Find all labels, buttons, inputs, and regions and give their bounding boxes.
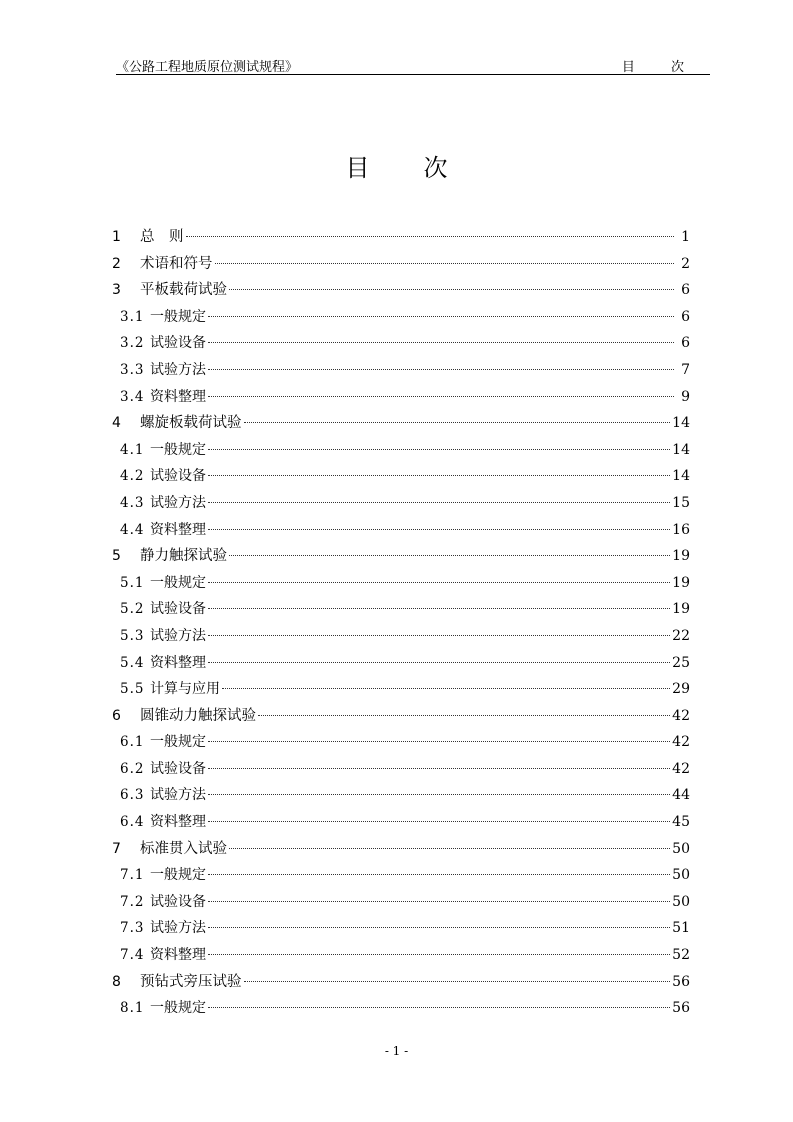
toc-entry-title: 资料整理 — [150, 388, 206, 405]
header-rule — [116, 74, 710, 75]
toc-entry-page: 29 — [672, 681, 690, 698]
toc-entry-number: 5 — [112, 548, 121, 565]
toc-section-entry[interactable] — [110, 995, 690, 1022]
toc-chapter-entry[interactable] — [110, 543, 690, 570]
dot-leader — [208, 1006, 670, 1008]
dot-leader — [186, 235, 675, 237]
toc-entry-number: 4.4 — [120, 521, 145, 538]
toc-entry-page: 42 — [672, 734, 690, 751]
toc-entry-title: 一般规定 — [150, 867, 206, 884]
toc-entry-page: 14 — [672, 468, 690, 485]
toc-section-entry[interactable] — [110, 623, 690, 650]
dot-leader — [208, 793, 670, 795]
page-number: - 1 - — [384, 1044, 409, 1058]
dot-leader — [208, 368, 674, 370]
toc-section-entry[interactable] — [110, 942, 690, 969]
toc-chapter-entry[interactable] — [110, 969, 690, 996]
toc-entry-title: 平板载荷试验 — [140, 282, 227, 299]
toc-section-entry[interactable] — [110, 862, 690, 889]
toc-entry-title: 术语和符号 — [140, 255, 213, 272]
toc-entry-title: 圆锥动力触探试验 — [140, 707, 256, 724]
dot-leader — [208, 341, 674, 343]
toc-entry-number: 5.5 — [120, 681, 145, 698]
toc-entry-page: 1 — [681, 229, 690, 245]
dot-leader — [208, 448, 670, 450]
toc-entry-title: 资料整理 — [150, 947, 206, 964]
dot-leader — [208, 767, 670, 769]
toc-entry-page: 15 — [672, 494, 690, 511]
toc-entry-number: 5.2 — [120, 601, 145, 618]
toc-entry-title: 一般规定 — [150, 574, 206, 591]
toc-entry-title: 标准贯入试验 — [140, 840, 227, 857]
toc-entry-number: 7.2 — [120, 893, 145, 910]
toc-entry-number: 4.1 — [120, 441, 145, 458]
dot-leader — [258, 714, 670, 716]
toc-entry-title: 资料整理 — [150, 654, 206, 671]
toc-section-entry[interactable] — [110, 437, 690, 464]
toc-entry-number: 3.3 — [120, 361, 145, 378]
toc-entry-page: 42 — [672, 760, 690, 777]
toc-section-entry[interactable] — [110, 889, 690, 916]
toc-entry-title: 试验设备 — [150, 760, 206, 777]
dot-leader — [208, 900, 670, 902]
toc-entry-number: 6.1 — [120, 734, 145, 751]
toc-entry-number: 6 — [112, 707, 121, 724]
dot-leader — [244, 980, 671, 982]
toc-section-entry[interactable] — [110, 384, 690, 411]
toc-entry-title: 试验设备 — [150, 468, 206, 485]
dot-leader — [229, 554, 670, 556]
toc-entry-title: 试验设备 — [150, 893, 206, 910]
toc-entry-page: 44 — [672, 787, 690, 804]
dot-leader — [208, 474, 670, 476]
toc-entry-title: 计算与应用 — [150, 681, 220, 698]
toc-entry-page: 14 — [672, 415, 690, 432]
toc-entry-page: 51 — [672, 920, 690, 937]
toc-entry-page: 2 — [681, 255, 690, 272]
toc-entry-page: 52 — [672, 947, 690, 964]
dot-leader — [208, 607, 670, 609]
toc-entry-number: 5.3 — [120, 627, 145, 644]
toc-entry-title: 试验方法 — [150, 494, 206, 511]
table-of-contents — [110, 224, 690, 1022]
dot-leader — [208, 581, 670, 583]
toc-entry-number: 6.4 — [120, 814, 145, 831]
dot-leader — [215, 262, 675, 264]
toc-entry-page: 42 — [672, 707, 690, 724]
toc-section-entry[interactable] — [110, 756, 690, 783]
toc-entry-page: 6 — [681, 308, 690, 325]
toc-chapter-entry[interactable] — [110, 251, 690, 278]
toc-entry-page: 19 — [672, 601, 690, 618]
toc-entry-title: 静力触探试验 — [140, 548, 227, 565]
toc-section-entry[interactable] — [110, 596, 690, 623]
toc-entry-page: 50 — [672, 867, 690, 884]
toc-entry-title: 试验方法 — [150, 627, 206, 644]
toc-entry-number: 1 — [112, 229, 121, 245]
toc-section-entry[interactable] — [110, 490, 690, 517]
toc-entry-page: 6 — [681, 282, 690, 299]
dot-leader — [208, 740, 670, 742]
toc-section-entry[interactable] — [110, 676, 690, 703]
toc-chapter-entry[interactable] — [110, 277, 690, 304]
toc-entry-title: 一般规定 — [150, 734, 206, 751]
toc-entry-title: 螺旋板载荷试验 — [140, 415, 242, 432]
toc-entry-page: 56 — [672, 973, 690, 990]
toc-entry-title: 试验方法 — [150, 361, 206, 378]
dot-leader — [208, 634, 670, 636]
toc-entry-page: 16 — [672, 521, 690, 538]
toc-entry-page: 19 — [672, 574, 690, 591]
toc-entry-number: 7 — [112, 840, 121, 857]
toc-section-entry[interactable] — [110, 782, 690, 809]
toc-entry-page: 45 — [672, 814, 690, 831]
toc-entry-number: 4 — [112, 415, 121, 432]
book-title: 《公路工程地质原位测试规程》 — [116, 60, 299, 75]
toc-entry-number: 8 — [112, 973, 121, 990]
toc-entry-number: 3 — [112, 282, 121, 299]
page-title: 目次 — [345, 154, 502, 182]
toc-entry-title: 资料整理 — [150, 521, 206, 538]
toc-section-entry[interactable] — [110, 650, 690, 677]
toc-chapter-entry[interactable] — [110, 836, 690, 863]
dot-leader — [208, 395, 674, 397]
dot-leader — [229, 847, 670, 849]
toc-entry-number: 7.4 — [120, 947, 145, 964]
dot-leader — [208, 661, 670, 663]
toc-entry-number: 4.3 — [120, 494, 145, 511]
toc-entry-page: 25 — [672, 654, 690, 671]
toc-entry-page: 14 — [672, 441, 690, 458]
dot-leader — [244, 421, 671, 423]
toc-chapter-entry[interactable] — [110, 224, 690, 251]
toc-entry-title: 预钻式旁压试验 — [140, 973, 242, 990]
toc-entry-number: 8.1 — [120, 1000, 145, 1017]
toc-entry-title: 总 则 — [140, 229, 184, 245]
dot-leader — [229, 288, 674, 290]
toc-entry-title: 试验设备 — [150, 601, 206, 618]
toc-entry-page: 19 — [672, 548, 690, 565]
toc-entry-page: 50 — [672, 840, 690, 857]
toc-entry-number: 3.1 — [120, 308, 145, 325]
toc-entry-page: 50 — [672, 893, 690, 910]
toc-section-entry[interactable] — [110, 915, 690, 942]
toc-entry-page: 22 — [672, 627, 690, 644]
dot-leader — [222, 687, 670, 689]
toc-entry-number: 4.2 — [120, 468, 145, 485]
toc-entry-number: 6.3 — [120, 787, 145, 804]
toc-entry-number: 5.1 — [120, 574, 145, 591]
toc-entry-number: 6.2 — [120, 760, 145, 777]
toc-entry-title: 一般规定 — [150, 1000, 206, 1017]
section-name: 目 次 — [621, 60, 700, 75]
toc-entry-number: 5.4 — [120, 654, 145, 671]
dot-leader — [208, 953, 670, 955]
toc-section-entry[interactable] — [110, 517, 690, 544]
dot-leader — [208, 315, 674, 317]
toc-entry-title: 一般规定 — [150, 308, 206, 325]
toc-section-entry[interactable] — [110, 809, 690, 836]
dot-leader — [208, 820, 670, 822]
toc-section-entry[interactable] — [110, 357, 690, 384]
toc-entry-title: 试验设备 — [150, 335, 206, 352]
toc-section-entry[interactable] — [110, 729, 690, 756]
toc-section-entry[interactable] — [110, 570, 690, 597]
toc-entry-number: 7.1 — [120, 867, 145, 884]
toc-entry-title: 资料整理 — [150, 814, 206, 831]
toc-entry-page: 9 — [681, 388, 690, 405]
toc-entry-title: 试验方法 — [150, 920, 206, 937]
toc-entry-title: 一般规定 — [150, 441, 206, 458]
running-header — [116, 56, 710, 74]
toc-entry-number: 7.3 — [120, 920, 145, 937]
dot-leader — [208, 528, 670, 530]
toc-entry-page: 6 — [681, 335, 690, 352]
toc-chapter-entry[interactable] — [110, 410, 690, 437]
toc-section-entry[interactable] — [110, 330, 690, 357]
toc-entry-page: 56 — [672, 1000, 690, 1017]
dot-leader — [208, 873, 670, 875]
toc-section-entry[interactable] — [110, 463, 690, 490]
toc-entry-number: 2 — [112, 255, 121, 272]
toc-entry-title: 试验方法 — [150, 787, 206, 804]
toc-chapter-entry[interactable] — [110, 703, 690, 730]
toc-entry-number: 3.2 — [120, 335, 145, 352]
dot-leader — [208, 501, 670, 503]
dot-leader — [208, 926, 670, 928]
toc-entry-page: 7 — [681, 361, 690, 378]
toc-section-entry[interactable] — [110, 304, 690, 331]
toc-entry-number: 3.4 — [120, 388, 145, 405]
